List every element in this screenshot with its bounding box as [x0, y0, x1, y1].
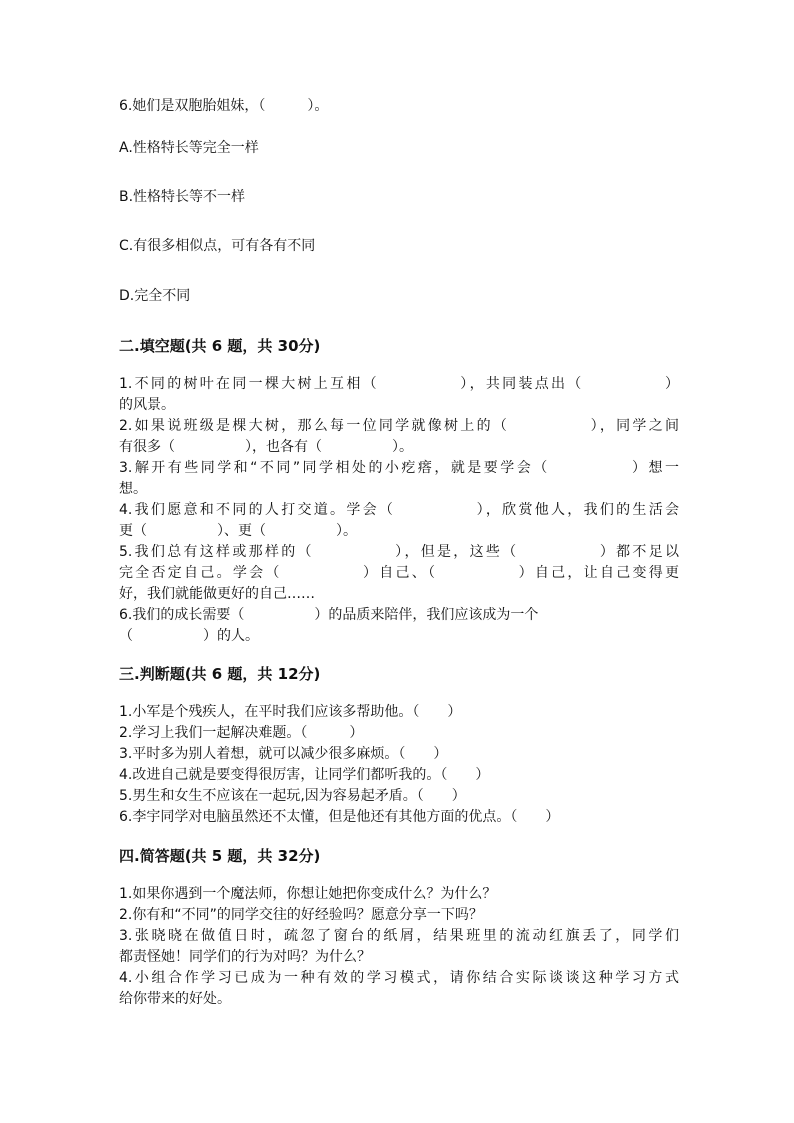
- fill-line: 2.如果说班级是棵大树，那么每一位同学就像树上的（ ），同学之间: [119, 418, 679, 434]
- fill-line: 好，我们就能做更好的自己……: [119, 586, 315, 602]
- fill-line: 5.我们总有这样或那样的（ ），但是，这些（ ）都不足以: [119, 544, 679, 560]
- judge-line: 1.小军是个残疾人，在平时我们应该多帮助他。（ ）: [119, 704, 462, 720]
- fill-heading: 二.填空题(共 6 题，共 30分): [119, 337, 321, 355]
- fill-line: 有很多（ ），也各有（ ）。: [119, 439, 413, 455]
- fill-section: [119, 374, 679, 647]
- fill-line: 想。: [119, 481, 147, 497]
- short-line: 1.如果你遇到一个魔法师，你想让她把你变成什么？为什么？: [119, 886, 497, 902]
- fill-line: （ ）的人。: [119, 628, 259, 644]
- short-section: [119, 884, 679, 1010]
- fill-line: 完全否定自己。学会（ ）自己、（ ）自己，让自己变得更: [119, 565, 679, 581]
- judge-line: 3.平时多为别人着想，就可以减少很多麻烦。（ ）: [119, 746, 448, 762]
- fill-line: 的风景。: [119, 397, 175, 413]
- short-line: 2.你有和“不同”的同学交往的好经验吗？愿意分享一下吗？: [119, 907, 483, 923]
- choice-option-a: A.性格特长等完全一样: [119, 140, 259, 156]
- fill-line: 4.我们愿意和不同的人打交道。学会（ ），欣赏他人，我们的生活会: [119, 502, 679, 518]
- choice-question: 6.她们是双胞胎姐妹，（ ）。: [119, 98, 329, 114]
- short-line: 都责怪她！同学们的行为对吗？为什么？: [119, 949, 371, 965]
- fill-line: 1.不同的树叶在同一棵大树上互相（ ），共同装点出（ ）: [119, 376, 679, 392]
- fill-line: 6.我们的成长需要（ ）的品质来陪伴，我们应该成为一个: [119, 607, 539, 623]
- fill-line: 3.解开有些同学和“不同”同学相处的小疙瘩，就是要学会（ ）想一: [119, 460, 679, 476]
- choice-option-b: B.性格特长等不一样: [119, 189, 246, 205]
- judge-line: 2.学习上我们一起解决难题。（ ）: [119, 725, 364, 741]
- choice-option-d: D.完全不同: [119, 288, 191, 304]
- short-line: 给你带来的好处。: [119, 991, 231, 1007]
- judge-line: 4.改进自己就是要变得很厉害，让同学们都听我的。（ ）: [119, 767, 490, 783]
- short-line: 3.张晓晓在做值日时，疏忽了窗台的纸屑，结果班里的流动红旗丢了，同学们: [119, 928, 679, 944]
- short-line: 4.小组合作学习已成为一种有效的学习模式，请你结合实际谈谈这种学习方式: [119, 970, 679, 986]
- judge-line: 5.男生和女生不应该在一起玩,因为容易起矛盾。（ ）: [119, 788, 466, 804]
- choice-option-c: C.有很多相似点，可有各有不同: [119, 238, 316, 254]
- fill-line: 更（ ）、更（ ）。: [119, 523, 357, 539]
- judge-heading: 三.判断题(共 6 题，共 12分): [119, 665, 321, 683]
- judge-section: [119, 702, 679, 828]
- short-heading: 四.简答题(共 5 题，共 32分): [119, 847, 321, 865]
- judge-line: 6.李宇同学对电脑虽然还不太懂，但是他还有其他方面的优点。（ ）: [119, 809, 560, 825]
